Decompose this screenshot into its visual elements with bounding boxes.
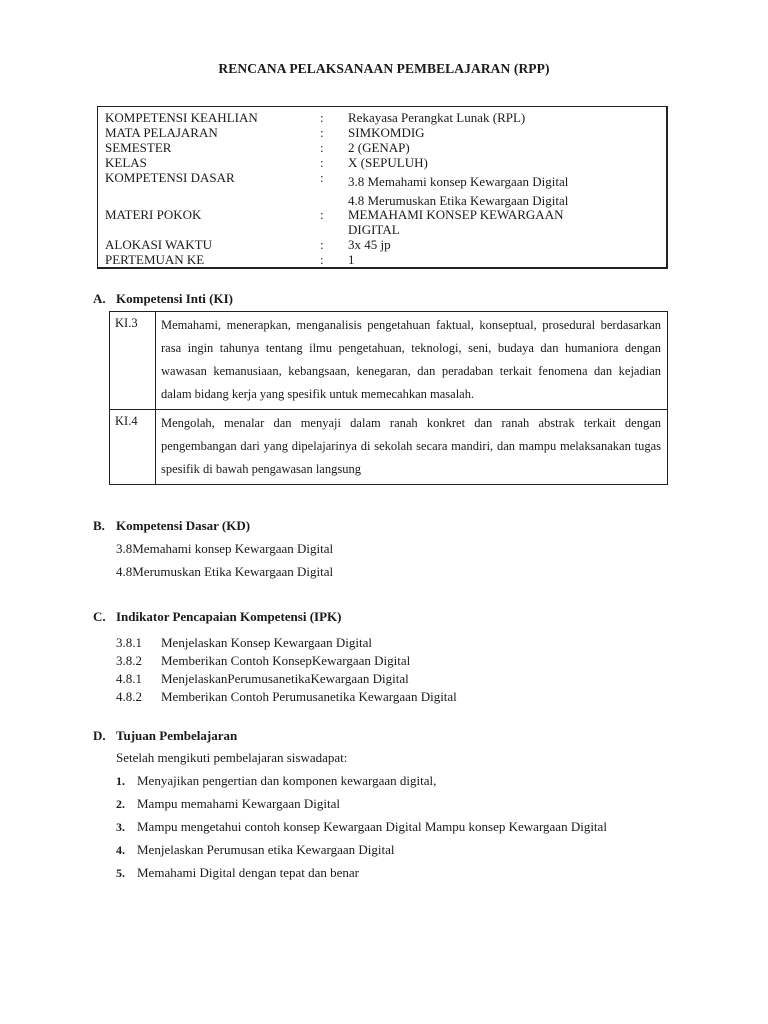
section-title: Tujuan Pembelajaran: [116, 728, 238, 743]
identity-separator: :: [320, 140, 324, 155]
identity-separator: :: [320, 170, 324, 185]
identity-value-2: 4.8 Merumuskan Etika Kewargaan Digital: [348, 193, 569, 208]
ipk-code: 3.8.1: [116, 635, 142, 650]
identity-value: Rekayasa Perangkat Lunak (RPL): [348, 110, 526, 125]
identity-key: KOMPETENSI DASAR: [105, 170, 235, 185]
list-number: 4.: [116, 843, 125, 857]
identity-key: PERTEMUAN KE: [105, 252, 205, 267]
ipk-text: Memberikan Contoh Perumusanetika Kewargaan Digital: [161, 689, 457, 704]
identity-value: 3.8 Memahami konsep Kewargaan Digital: [348, 174, 569, 189]
section-letter: D.: [93, 728, 106, 743]
identity-value: 1: [348, 252, 355, 267]
section-a-heading: [93, 291, 233, 307]
tujuan-item: Menyajikan pengertian dan komponen kewargaan digital,: [137, 773, 437, 788]
list-number: 3.: [116, 820, 125, 834]
ki-description: Memahami, menerapkan, menganalisis pengetahuan faktual, konseptual, prosedural berdasarkan rasa ingin tahunya tentang ilmu pengetahuan, teknologi, seni, budaya dan humaniora dengan wawasan kemanusiaan, kebangsaan, kenegaran, dan peradaban terkait fenomena dan kejadian dalam bidang kerja yang spesifik untuk memecahkan masalah.: [156, 312, 668, 410]
identity-value: MEMAHAMI KONSEP KEWARGAAN: [348, 207, 564, 222]
table-row: [110, 312, 668, 410]
identity-key: KELAS: [105, 155, 147, 170]
tujuan-item: Mampu mengetahui contoh konsep Kewargaan Digital Mampu konsep Kewargaan Digital: [137, 819, 607, 834]
ipk-code: 3.8.2: [116, 653, 142, 668]
ki-code: KI.4: [110, 410, 156, 485]
section-title: Kompetensi Inti (KI): [116, 291, 233, 306]
ipk-text: Memberikan Contoh KonsepKewargaan Digital: [161, 653, 411, 668]
identity-separator: :: [320, 110, 324, 125]
tujuan-intro: Setelah mengikuti pembelajaran siswadapat:: [116, 750, 348, 765]
identity-separator: :: [320, 125, 324, 140]
section-b-heading: [93, 518, 250, 534]
ipk-text: Menjelaskan Konsep Kewargaan Digital: [161, 635, 372, 650]
section-letter: B.: [93, 518, 105, 533]
section-c-heading: [93, 609, 341, 625]
identity-value-2: DIGITAL: [348, 222, 400, 237]
identity-separator: :: [320, 237, 324, 252]
section-d-heading: [93, 728, 237, 744]
ipk-text: MenjelaskanPerumusanetikaKewargaan Digital: [161, 671, 409, 686]
section-letter: C.: [93, 609, 106, 624]
document-title: RENCANA PELAKSANAAN PEMBELAJARAN (RPP): [218, 61, 550, 76]
ki-description: Mengolah, menalar dan menyaji dalam ranah konkret dan ranah abstrak terkait dengan pengembangan dari yang dipelajarinya di sekolah secara mandiri, dan mampu melaksanakan tugas spesifik di bawah pengawasan langsung: [156, 410, 668, 485]
identity-key: MATERI POKOK: [105, 207, 202, 222]
identity-key: ALOKASI WAKTU: [105, 237, 213, 252]
list-number: 1.: [116, 774, 125, 788]
identity-value: SIMKOMDIG: [348, 125, 425, 140]
section-title: Kompetensi Dasar (KD): [116, 518, 251, 533]
tujuan-item: Menjelaskan Perumusan etika Kewargaan Digital: [137, 842, 395, 857]
tujuan-item: Memahami Digital dengan tepat dan benar: [137, 865, 360, 880]
identity-value: X (SEPULUH): [348, 155, 428, 170]
section-title: Indikator Pencapaian Kompetensi (IPK): [116, 609, 342, 624]
ipk-code: 4.8.1: [116, 671, 142, 686]
ipk-code: 4.8.2: [116, 689, 142, 704]
identity-key: SEMESTER: [105, 140, 172, 155]
kd-item: 3.8Memahami konsep Kewargaan Digital: [116, 541, 334, 556]
identity-box: [97, 106, 668, 269]
identity-separator: :: [320, 207, 324, 222]
list-number: 2.: [116, 797, 125, 811]
identity-separator: :: [320, 252, 324, 267]
kd-item: 4.8Merumuskan Etika Kewargaan Digital: [116, 564, 334, 579]
identity-value: 3x 45 jp: [348, 237, 391, 252]
tujuan-item: Mampu memahami Kewargaan Digital: [137, 796, 341, 811]
identity-key: KOMPETENSI KEAHLIAN: [105, 110, 258, 125]
identity-key: MATA PELAJARAN: [105, 125, 218, 140]
identity-value: 2 (GENAP): [348, 140, 410, 155]
ki-code: KI.3: [110, 312, 156, 410]
identity-separator: :: [320, 155, 324, 170]
table-row: [110, 410, 668, 485]
ki-table: [109, 311, 668, 485]
list-number: 5.: [116, 866, 125, 880]
section-letter: A.: [93, 291, 106, 306]
